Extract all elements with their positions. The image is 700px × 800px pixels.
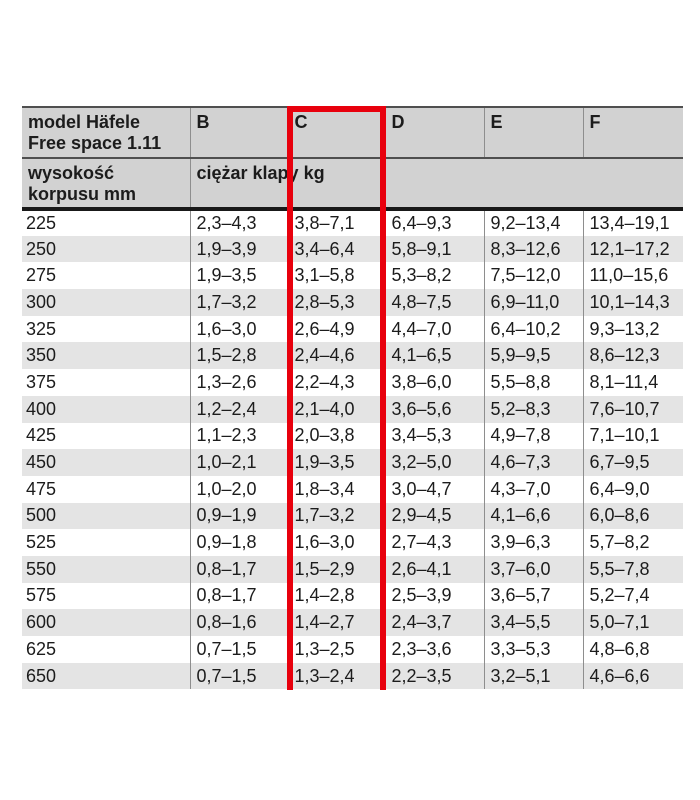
weight-range-cell: 6,4–10,2	[484, 316, 583, 343]
column-header-c: C	[288, 107, 385, 158]
weight-range-cell: 3,4–5,5	[484, 609, 583, 636]
weight-range-cell: 11,0–15,6	[583, 262, 683, 289]
weight-range-cell: 1,4–2,8	[288, 583, 385, 610]
weight-range-cell: 3,7–6,0	[484, 556, 583, 583]
table-subheader-row	[22, 158, 683, 209]
weight-range-cell: 2,6–4,9	[288, 316, 385, 343]
row-height-label: 250	[22, 236, 190, 263]
weight-range-cell: 3,2–5,1	[484, 663, 583, 690]
row-height-label: 400	[22, 396, 190, 423]
weight-range-cell: 2,6–4,1	[385, 556, 484, 583]
weight-range-cell: 1,0–2,1	[190, 449, 288, 476]
table-row	[22, 289, 683, 316]
weight-range-cell: 0,7–1,5	[190, 663, 288, 690]
weight-range-cell: 2,4–4,6	[288, 342, 385, 369]
weight-range-cell: 1,3–2,5	[288, 636, 385, 663]
weight-range-cell: 0,8–1,7	[190, 583, 288, 610]
weight-range-cell: 9,2–13,4	[484, 209, 583, 236]
weight-range-cell: 1,7–3,2	[288, 503, 385, 530]
weight-range-cell: 0,9–1,8	[190, 529, 288, 556]
row-height-label: 425	[22, 423, 190, 450]
weight-range-cell: 4,1–6,6	[484, 503, 583, 530]
cabinet-height-label-line2: korpusu mm	[28, 184, 137, 204]
weight-range-cell: 7,5–12,0	[484, 262, 583, 289]
row-height-label: 300	[22, 289, 190, 316]
weight-range-cell: 2,1–4,0	[288, 396, 385, 423]
weight-range-cell: 3,8–6,0	[385, 369, 484, 396]
weight-range-cell: 2,4–3,7	[385, 609, 484, 636]
row-height-label: 600	[22, 609, 190, 636]
weight-range-cell: 5,3–8,2	[385, 262, 484, 289]
weight-range-cell: 4,1–6,5	[385, 342, 484, 369]
table-row	[22, 342, 683, 369]
weight-range-cell: 6,4–9,3	[385, 209, 484, 236]
weight-range-cell: 3,9–6,3	[484, 529, 583, 556]
weight-range-cell: 1,1–2,3	[190, 423, 288, 450]
weight-range-cell: 7,1–10,1	[583, 423, 683, 450]
weight-range-cell: 3,3–5,3	[484, 636, 583, 663]
weight-range-cell: 3,0–4,7	[385, 476, 484, 503]
table-row	[22, 236, 683, 263]
weight-range-cell: 1,9–3,5	[190, 262, 288, 289]
table-row	[22, 449, 683, 476]
weight-range-cell: 8,3–12,6	[484, 236, 583, 263]
flap-weight-header-cell: ciężar klapy kg	[190, 158, 683, 209]
weight-range-cell: 8,6–12,3	[583, 342, 683, 369]
weight-range-cell: 5,7–8,2	[583, 529, 683, 556]
row-height-label: 375	[22, 369, 190, 396]
weight-range-cell: 3,8–7,1	[288, 209, 385, 236]
weight-range-cell: 1,4–2,7	[288, 609, 385, 636]
row-height-label: 550	[22, 556, 190, 583]
table-row	[22, 262, 683, 289]
table-row	[22, 396, 683, 423]
row-height-label: 500	[22, 503, 190, 530]
model-header-cell	[22, 107, 190, 158]
weight-range-cell: 2,3–4,3	[190, 209, 288, 236]
weight-range-cell: 8,1–11,4	[583, 369, 683, 396]
weight-range-cell: 1,3–2,4	[288, 663, 385, 690]
row-height-label: 325	[22, 316, 190, 343]
weight-range-cell: 3,1–5,8	[288, 262, 385, 289]
column-header-e: E	[484, 107, 583, 158]
weight-range-cell: 12,1–17,2	[583, 236, 683, 263]
weight-range-cell: 1,7–3,2	[190, 289, 288, 316]
cabinet-height-label-line1: wysokość	[28, 163, 115, 183]
weight-range-cell: 4,8–7,5	[385, 289, 484, 316]
weight-range-cell: 0,8–1,7	[190, 556, 288, 583]
weight-range-cell: 6,0–8,6	[583, 503, 683, 530]
weight-range-cell: 4,6–6,6	[583, 663, 683, 690]
weight-range-cell: 2,0–3,8	[288, 423, 385, 450]
weight-range-cell: 1,6–3,0	[190, 316, 288, 343]
table-row	[22, 663, 683, 690]
weight-range-cell: 3,6–5,6	[385, 396, 484, 423]
weight-range-cell: 1,9–3,5	[288, 449, 385, 476]
weight-range-cell: 4,6–7,3	[484, 449, 583, 476]
table-row	[22, 609, 683, 636]
row-height-label: 475	[22, 476, 190, 503]
weight-range-cell: 10,1–14,3	[583, 289, 683, 316]
weight-range-cell: 1,8–3,4	[288, 476, 385, 503]
weight-range-cell: 4,8–6,8	[583, 636, 683, 663]
table-row	[22, 503, 683, 530]
weight-range-cell: 1,3–2,6	[190, 369, 288, 396]
row-height-label: 450	[22, 449, 190, 476]
row-height-label: 625	[22, 636, 190, 663]
weight-range-cell: 5,5–7,8	[583, 556, 683, 583]
weight-range-cell: 1,6–3,0	[288, 529, 385, 556]
weight-range-cell: 2,7–4,3	[385, 529, 484, 556]
model-name-line1: model Häfele	[28, 112, 141, 132]
weight-range-cell: 1,9–3,9	[190, 236, 288, 263]
table-row	[22, 583, 683, 610]
weight-range-cell: 2,2–4,3	[288, 369, 385, 396]
weight-range-cell: 3,4–6,4	[288, 236, 385, 263]
weight-range-cell: 3,2–5,0	[385, 449, 484, 476]
weight-range-cell: 1,5–2,8	[190, 342, 288, 369]
table-row	[22, 529, 683, 556]
weight-range-cell: 6,4–9,0	[583, 476, 683, 503]
weight-range-cell: 5,9–9,5	[484, 342, 583, 369]
weight-range-cell: 13,4–19,1	[583, 209, 683, 236]
weight-range-cell: 4,4–7,0	[385, 316, 484, 343]
row-height-label: 350	[22, 342, 190, 369]
row-height-label: 575	[22, 583, 190, 610]
weight-range-cell: 3,6–5,7	[484, 583, 583, 610]
weight-range-cell: 2,5–3,9	[385, 583, 484, 610]
table-row	[22, 316, 683, 343]
table-header-row	[22, 107, 683, 158]
weight-range-cell: 9,3–13,2	[583, 316, 683, 343]
table-row	[22, 556, 683, 583]
weight-range-cell: 6,9–11,0	[484, 289, 583, 316]
load-capacity-table	[22, 106, 683, 689]
weight-range-cell: 5,2–7,4	[583, 583, 683, 610]
weight-range-cell: 5,5–8,8	[484, 369, 583, 396]
cabinet-height-header-cell	[22, 158, 190, 209]
weight-range-cell: 1,5–2,9	[288, 556, 385, 583]
table-row	[22, 423, 683, 450]
model-name-line2: Free space 1.11	[28, 133, 162, 153]
table-row	[22, 636, 683, 663]
weight-range-cell: 2,9–4,5	[385, 503, 484, 530]
weight-range-cell: 4,9–7,8	[484, 423, 583, 450]
weight-range-cell: 0,7–1,5	[190, 636, 288, 663]
weight-range-cell: 1,2–2,4	[190, 396, 288, 423]
weight-range-cell: 6,7–9,5	[583, 449, 683, 476]
table-body	[22, 209, 683, 689]
row-height-label: 650	[22, 663, 190, 690]
weight-range-cell: 0,9–1,9	[190, 503, 288, 530]
column-header-d: D	[385, 107, 484, 158]
table-row	[22, 476, 683, 503]
weight-range-cell: 4,3–7,0	[484, 476, 583, 503]
column-header-b: B	[190, 107, 288, 158]
column-header-f: F	[583, 107, 683, 158]
weight-range-cell: 1,0–2,0	[190, 476, 288, 503]
weight-range-cell: 0,8–1,6	[190, 609, 288, 636]
table-row	[22, 369, 683, 396]
row-height-label: 275	[22, 262, 190, 289]
weight-range-cell: 5,8–9,1	[385, 236, 484, 263]
weight-range-cell: 2,8–5,3	[288, 289, 385, 316]
weight-range-cell: 2,3–3,6	[385, 636, 484, 663]
weight-range-cell: 7,6–10,7	[583, 396, 683, 423]
row-height-label: 525	[22, 529, 190, 556]
weight-range-cell: 5,2–8,3	[484, 396, 583, 423]
weight-range-cell: 3,4–5,3	[385, 423, 484, 450]
row-height-label: 225	[22, 209, 190, 236]
table-row	[22, 209, 683, 236]
weight-range-cell: 5,0–7,1	[583, 609, 683, 636]
weight-range-cell: 2,2–3,5	[385, 663, 484, 690]
